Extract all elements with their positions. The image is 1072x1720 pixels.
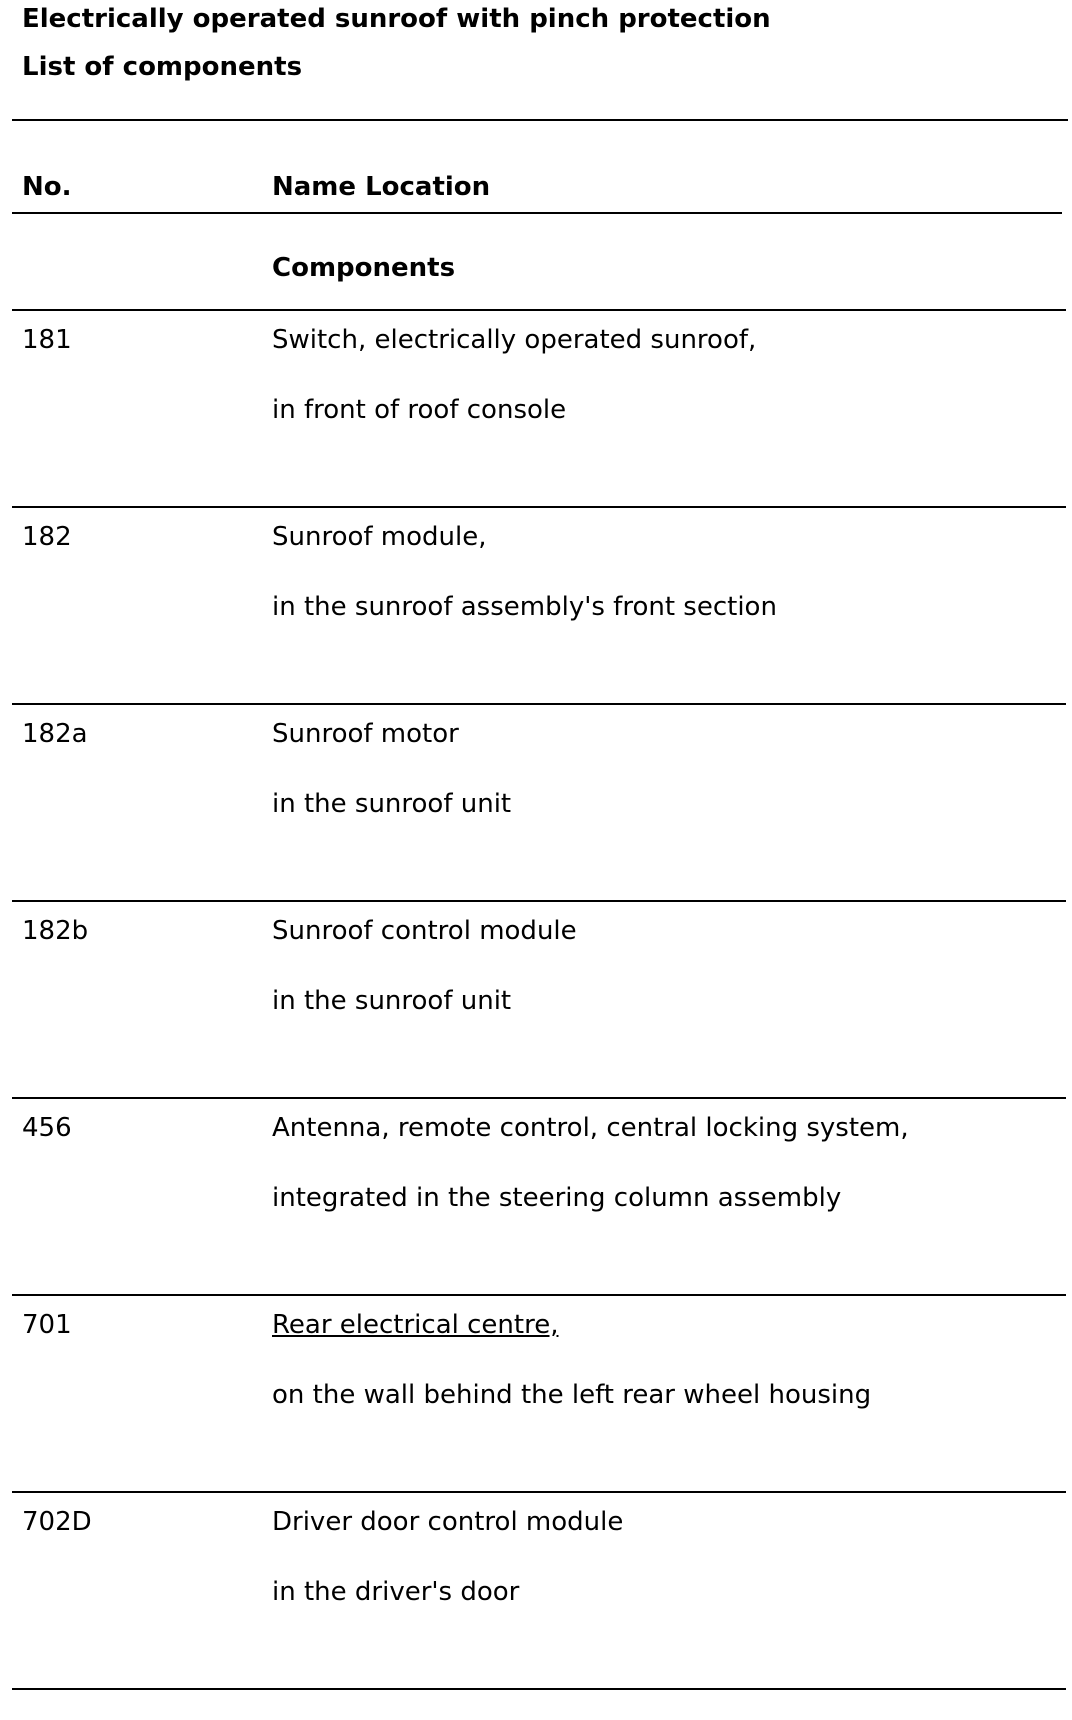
component-name: Sunroof motor [272,719,459,749]
component-number: 456 [22,1113,72,1143]
table-row [0,309,1072,506]
table-row [0,703,1072,900]
table-row [0,506,1072,703]
component-name: Switch, electrically operated sunroof, [272,325,757,355]
component-name: Sunroof control module [272,916,577,946]
table-row [0,1491,1072,1688]
component-location: in the driver's door [272,1577,520,1607]
row-divider [12,1294,1066,1296]
component-number: 182b [22,916,89,946]
component-number: 182 [22,522,72,552]
table-row [0,900,1072,1097]
component-location: in the sunroof unit [272,789,512,819]
component-number: 181 [22,325,72,355]
row-divider [12,1491,1066,1493]
row-divider [12,506,1066,508]
header-divider [12,212,1062,214]
component-number: 702D [22,1507,92,1537]
document-subtitle: List of components [22,52,303,82]
row-divider [12,703,1066,705]
component-location: in the sunroof unit [272,986,512,1016]
row-divider [12,900,1066,902]
column-header-name-location: Name Location [272,172,491,202]
top-divider [12,119,1068,121]
section-label-components: Components [272,253,456,283]
component-location: in the sunroof assembly's front section [272,592,777,622]
component-name: Driver door control module [272,1507,624,1537]
component-location: integrated in the steering column assembly [272,1183,842,1213]
component-name: Antenna, remote control, central locking system, [272,1113,909,1143]
component-name: Sunroof module, [272,522,487,552]
component-location: on the wall behind the left rear wheel housing [272,1380,872,1410]
components-table-body [0,309,1072,1688]
table-row [0,1294,1072,1491]
component-location: in front of roof console [272,395,567,425]
component-name: Rear electrical centre, [272,1310,559,1340]
component-number: 701 [22,1310,72,1340]
document-title: Electrically operated sunroof with pinch protection [22,4,771,34]
bottom-divider [12,1688,1066,1690]
row-divider [12,1097,1066,1099]
column-header-no: No. [22,172,72,202]
table-row [0,1097,1072,1294]
row-divider [12,309,1066,311]
component-number: 182a [22,719,88,749]
